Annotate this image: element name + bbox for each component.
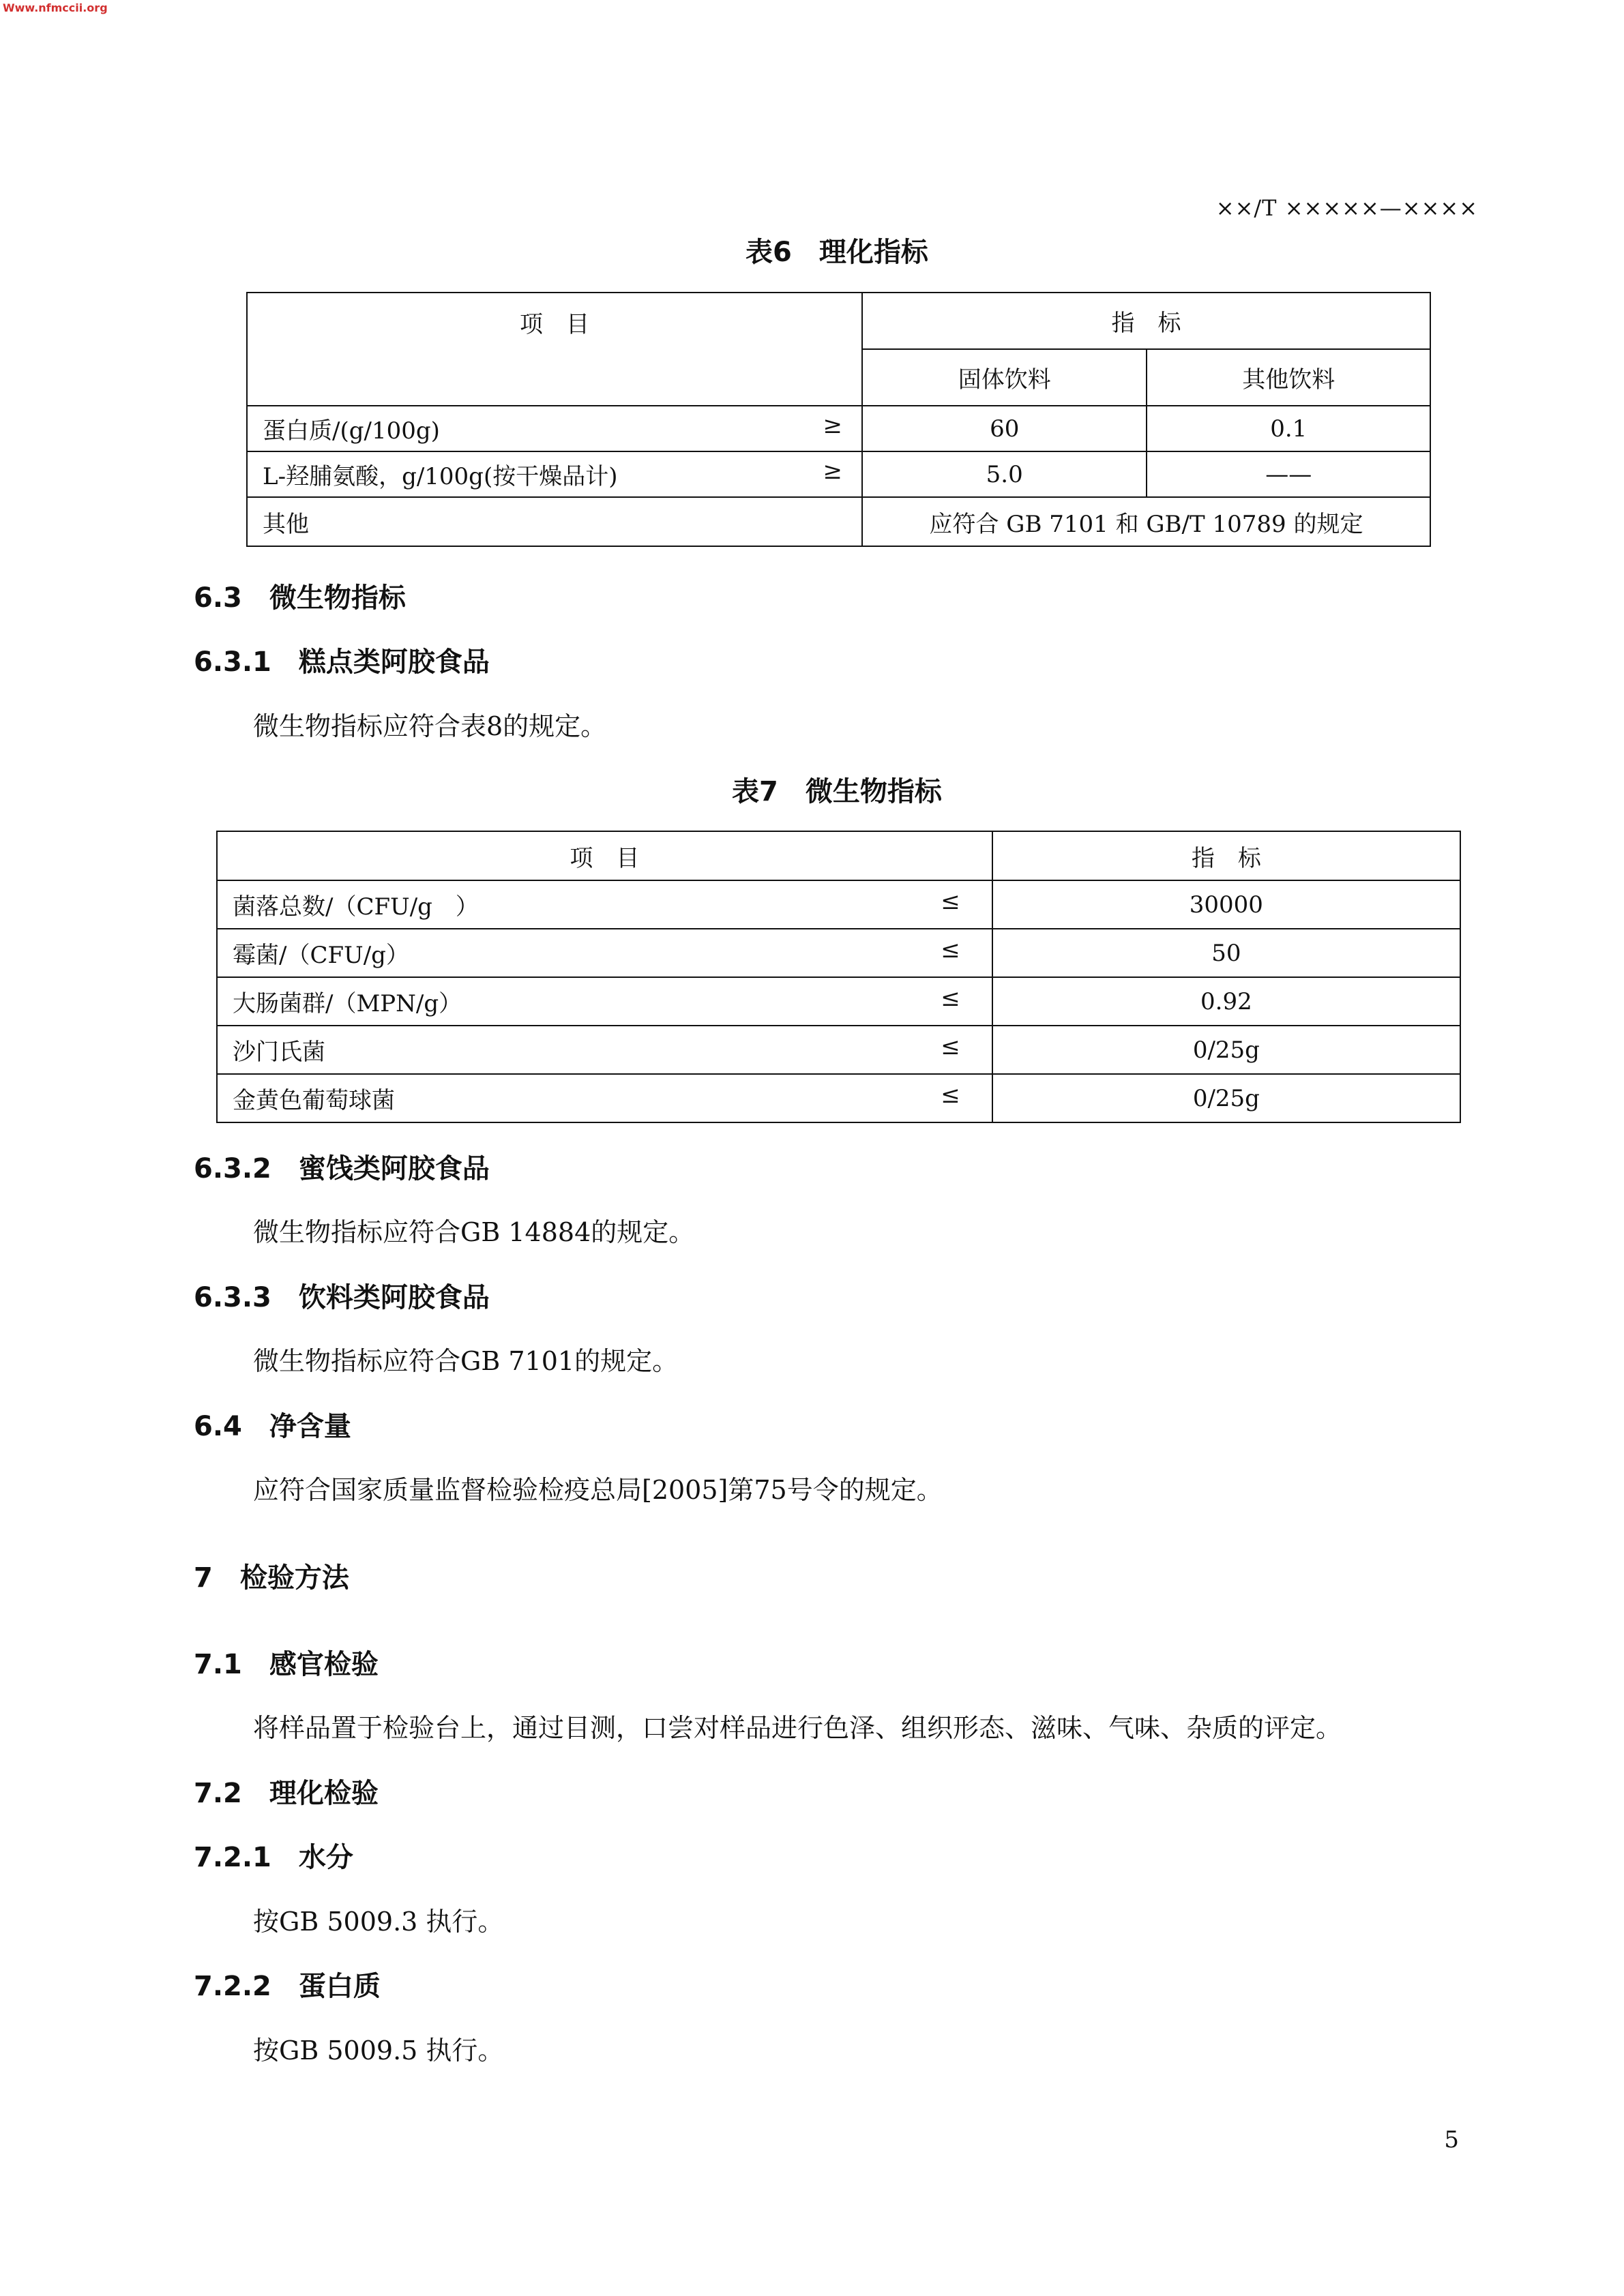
section-6-3-2: 6.3.2 蜜饯类阿胶食品	[194, 1153, 490, 1184]
table6-merged-cell: 应符合 GB 7101 和 GB/T 10789 的规定	[862, 497, 1430, 546]
table7-value-cell: 0/25g	[992, 1026, 1460, 1074]
lte-sign: ≤	[941, 1082, 960, 1109]
table6-item-cell: L-羟脯氨酸，g/100g(按干燥品计) ≥	[247, 451, 862, 497]
paragraph: 微生物指标应符合GB 7101的规定。	[253, 1346, 679, 1376]
section-7-2-2: 7.2.2 蛋白质	[194, 1971, 381, 2002]
table7-item-cell: 菌落总数/（CFU/g ） ≤	[217, 880, 992, 929]
lte-sign: ≤	[941, 888, 960, 915]
lte-sign: ≤	[941, 936, 960, 964]
table6-caption: 表6 理化指标	[745, 237, 928, 268]
table6-solid-cell: 60	[862, 406, 1147, 451]
table7-item-cell: 沙门氏菌 ≤	[217, 1026, 992, 1074]
section-6-3-3: 6.3.3 饮料类阿胶食品	[194, 1282, 490, 1313]
table6-sub-other: 其他饮料	[1147, 349, 1430, 406]
table6-item-cell: 蛋白质/(g/100g) ≥	[247, 406, 862, 451]
section-6-3: 6.3 微生物指标	[194, 582, 406, 614]
section-6-3-1: 6.3.1 糕点类阿胶食品	[194, 646, 490, 678]
table6-solid-cell: 5.0	[862, 451, 1147, 497]
section-7-2-1: 7.2.1 水分	[194, 1842, 353, 1873]
paragraph: 微生物指标应符合表8的规定。	[253, 711, 607, 741]
table-row	[247, 406, 1430, 451]
table-row	[217, 1074, 1460, 1122]
table7-value-cell: 0/25g	[992, 1074, 1460, 1122]
table-row	[217, 880, 1460, 929]
lte-sign: ≤	[941, 985, 960, 1012]
table-row	[217, 1026, 1460, 1074]
table6-other-cell: 0.1	[1147, 406, 1430, 451]
table-row	[247, 497, 1430, 546]
table7-value-cell: 30000	[992, 880, 1460, 929]
table6-other-cell: ——	[1147, 451, 1430, 497]
table-row	[247, 451, 1430, 497]
paragraph: 按GB 5009.3 执行。	[253, 1907, 504, 1937]
lte-sign: ≤	[941, 1033, 960, 1060]
table-row	[217, 977, 1460, 1026]
table6-item-cell: 其他	[247, 497, 862, 546]
table7-item-cell: 金黄色葡萄球菌 ≤	[217, 1074, 992, 1122]
section-6-4: 6.4 净含量	[194, 1411, 351, 1442]
standard-code: ××/T ×××××—××××	[1215, 195, 1478, 221]
table7-value-cell: 0.92	[992, 977, 1460, 1026]
watermark: Www.nfmccii.org	[3, 1, 108, 14]
table7-head-index: 指 标	[992, 831, 1460, 880]
table-row	[217, 929, 1460, 977]
table6-sub-solid: 固体饮料	[862, 349, 1147, 406]
paragraph: 将样品置于检验台上，通过目测，口尝对样品进行色泽、组织形态、滋味、气味、杂质的评定。	[253, 1713, 1342, 1743]
table7-item-cell: 大肠菌群/（MPN/g） ≤	[217, 977, 992, 1026]
paragraph: 应符合国家质量监督检验检疫总局[2005]第75号令的规定。	[253, 1475, 943, 1505]
section-7-2: 7.2 理化检验	[194, 1778, 379, 1809]
gte-sign: ≥	[823, 412, 842, 439]
table7-head-item: 项 目	[217, 831, 992, 880]
paragraph: 微生物指标应符合GB 14884的规定。	[253, 1217, 695, 1247]
gte-sign: ≥	[823, 458, 842, 485]
table7-caption: 表7 微生物指标	[732, 776, 942, 807]
table7-value-cell: 50	[992, 929, 1460, 977]
paragraph: 按GB 5009.5 执行。	[253, 2036, 504, 2066]
page-number: 5	[1444, 2126, 1459, 2153]
table6	[246, 292, 1431, 547]
table7-item-cell: 霉菌/（CFU/g） ≤	[217, 929, 992, 977]
section-7-1: 7.1 感官检验	[194, 1649, 379, 1680]
table6-head-item: 项 目	[247, 293, 862, 406]
table6-head-index: 指 标	[862, 293, 1430, 349]
section-7: 7 检验方法	[194, 1562, 349, 1594]
table7	[216, 831, 1461, 1123]
